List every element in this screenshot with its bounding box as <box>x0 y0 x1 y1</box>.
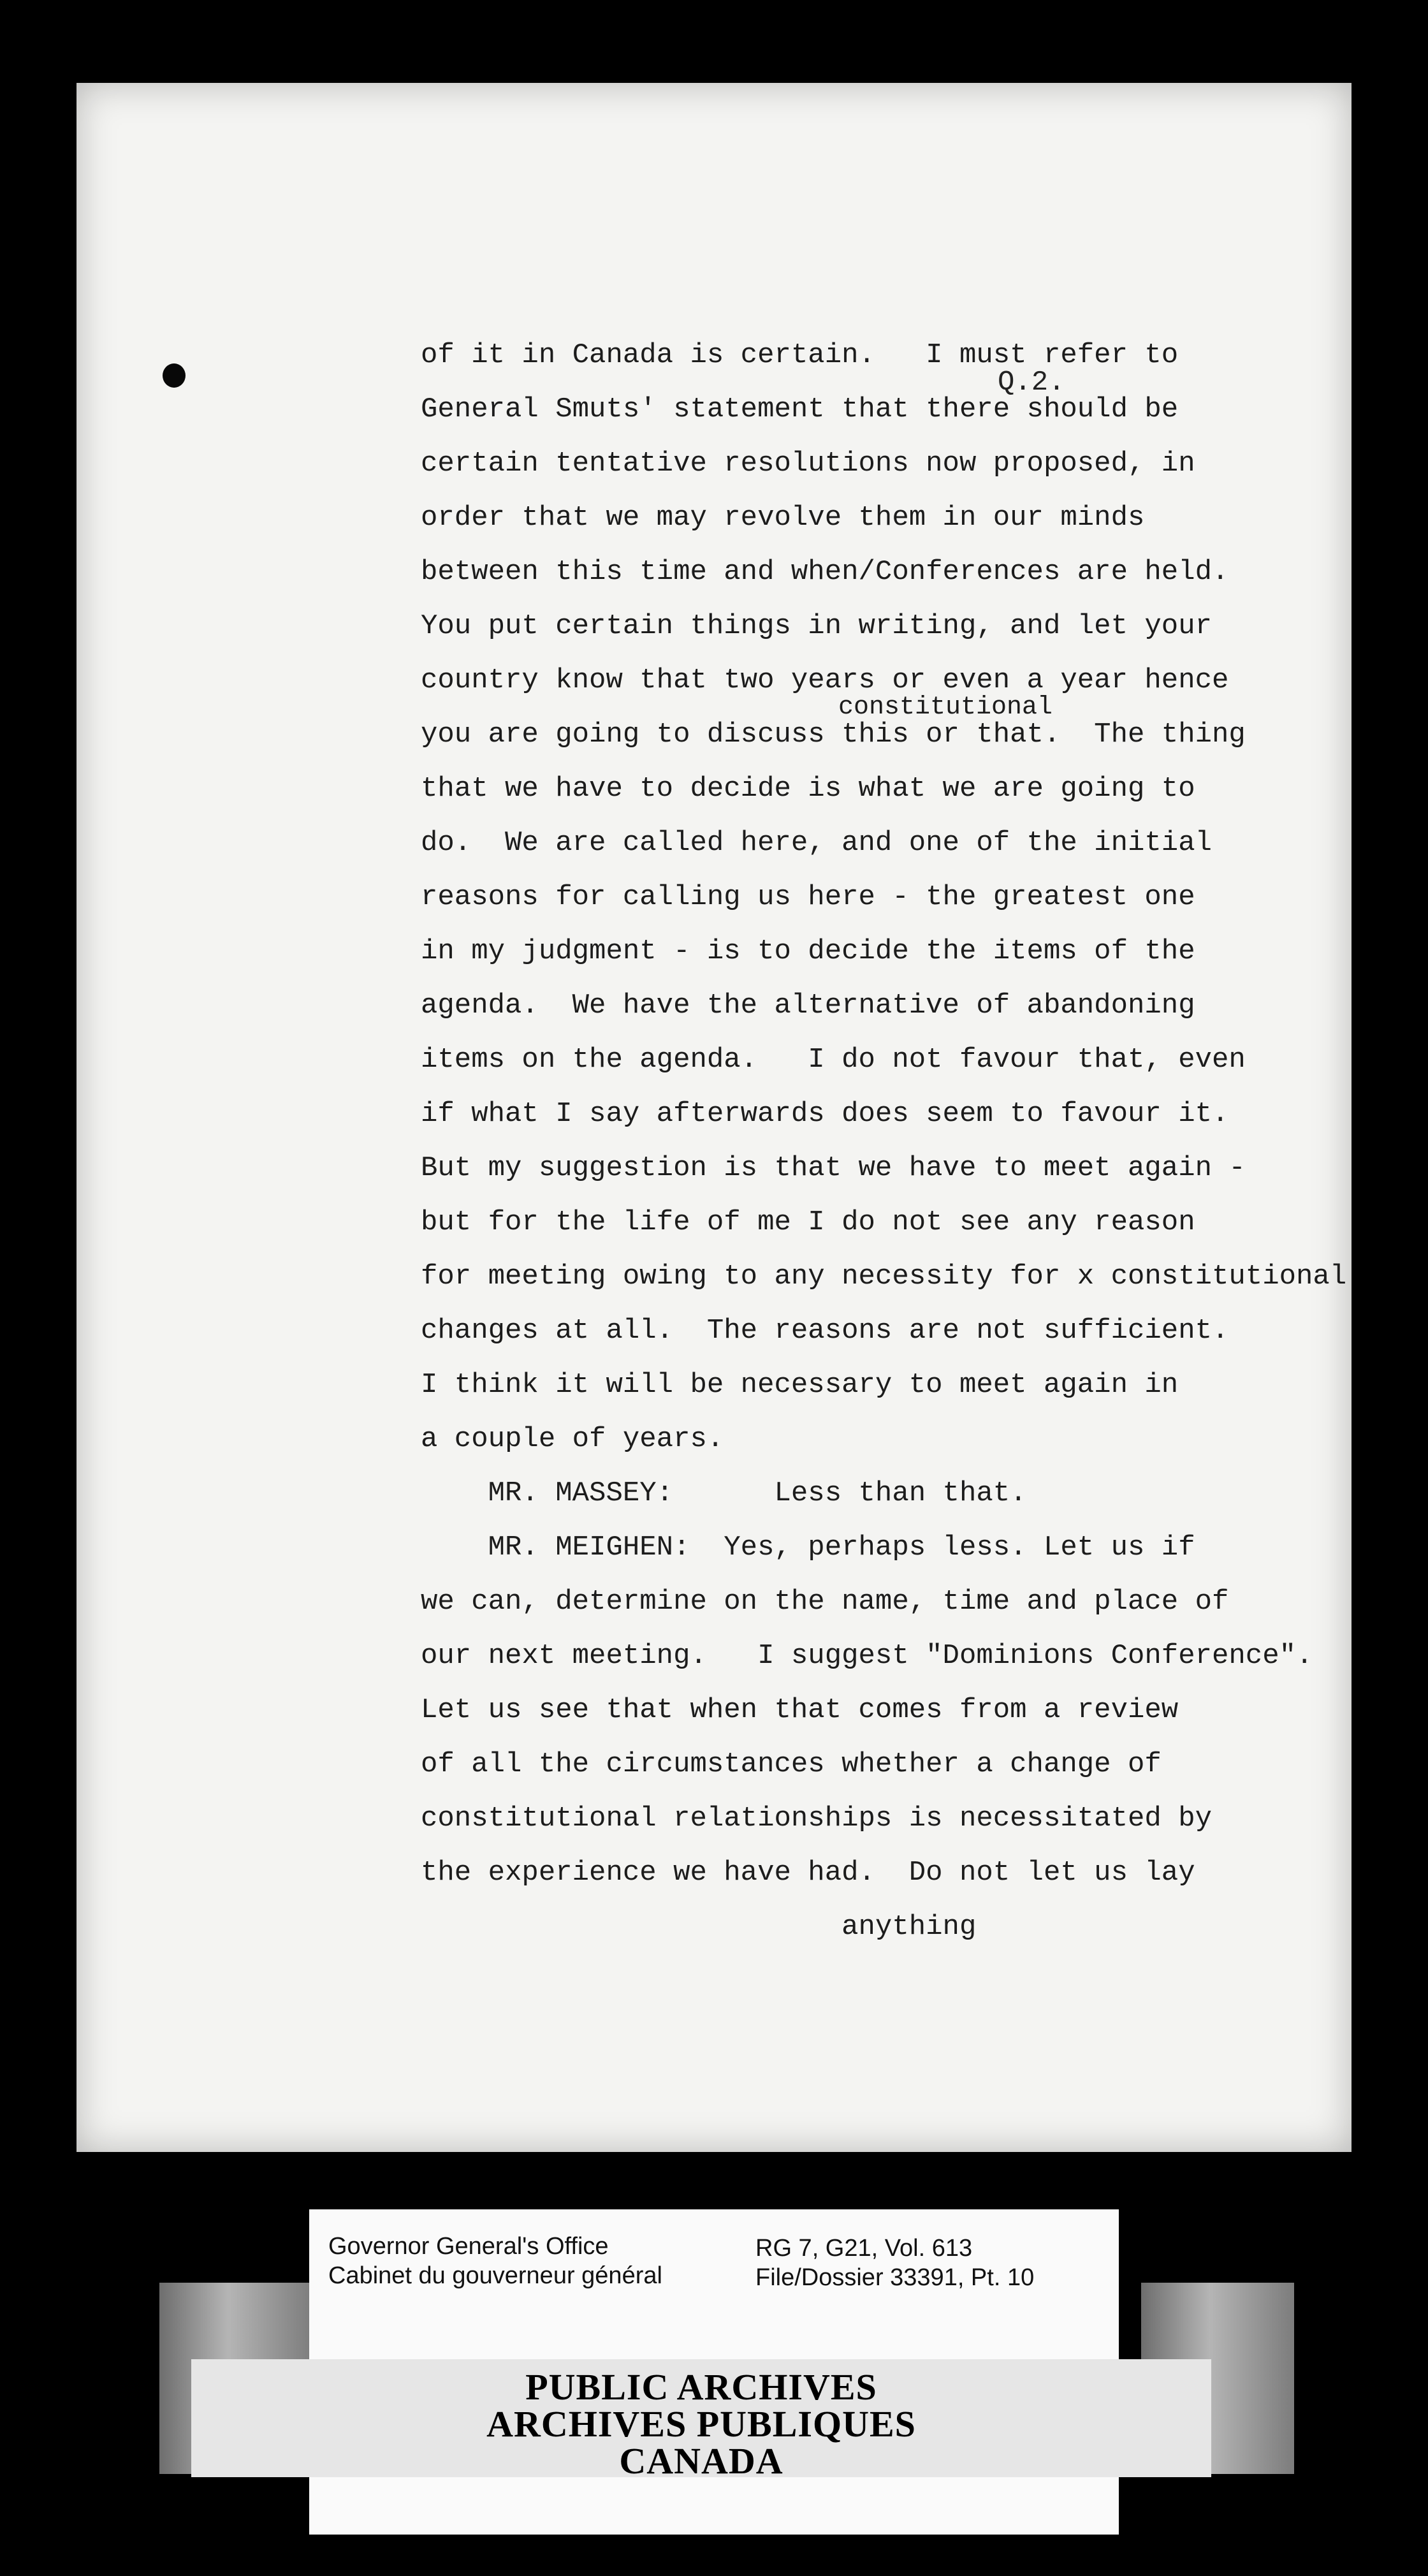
office-fr: Cabinet du gouverneur général <box>328 2262 662 2289</box>
text-line: But my suggestion is that we have to meet again - <box>421 1152 1246 1184</box>
archives-stamp <box>191 2366 1211 2482</box>
text-line: MR. MASSEY: Less than that. <box>421 1477 1027 1509</box>
text-line: General Smuts' statement that there should be <box>421 393 1179 425</box>
text-line: do. We are called here, and one of the initial <box>421 827 1213 859</box>
text-line: between this time and when/Conferences are held. <box>421 556 1229 588</box>
text-line: but for the life of me I do not see any reason <box>421 1206 1195 1238</box>
text-line: our next meeting. I suggest "Dominions Conference". <box>421 1640 1313 1672</box>
stamp-line-2: ARCHIVES PUBLIQUES <box>486 2403 916 2445</box>
document-page <box>76 83 1352 2152</box>
text-line: items on the agenda. I do not favour that, even <box>421 1044 1246 1076</box>
text-line: we can, determine on the name, time and place of <box>421 1586 1229 1618</box>
text-line: agenda. We have the alternative of abandoning <box>421 990 1195 1021</box>
text-line: you are going to discuss this or that. The thing <box>421 719 1246 750</box>
text-line: of it in Canada is certain. I must refer to <box>421 339 1179 371</box>
text-line: You put certain things in writing, and let your <box>421 610 1213 642</box>
office-label <box>328 2232 662 2290</box>
text-line: a couple of years. <box>421 1423 724 1455</box>
office-en: Governor General's Office <box>328 2233 609 2260</box>
text-line: anything <box>421 1911 977 1943</box>
text-line: Let us see that when that comes from a review <box>421 1694 1179 1726</box>
record-group: RG 7, G21, Vol. 613 <box>755 2235 973 2262</box>
text-line: constitutional relationships is necessitated by <box>421 1803 1213 1834</box>
text-line: that we have to decide is what we are going to <box>421 773 1195 805</box>
punch-hole <box>163 363 186 388</box>
interlinear-insertion: constitutional <box>838 693 1053 722</box>
text-line: if what I say afterwards does seem to favour it. <box>421 1098 1229 1130</box>
text-line: changes at all. The reasons are not sufficient. <box>421 1315 1229 1347</box>
text-line: country know that two years or even a year hence <box>421 664 1229 696</box>
text-line: reasons for calling us here - the greatest one <box>421 881 1195 913</box>
text-line: of all the circumstances whether a change of <box>421 1748 1162 1780</box>
file-reference <box>755 2234 1034 2292</box>
text-line: I think it will be necessary to meet again in <box>421 1369 1179 1401</box>
text-line: in my judgment - is to decide the items of the <box>421 935 1195 967</box>
text-line: the experience we have had. Do not let us lay <box>421 1857 1195 1889</box>
text-line: order that we may revolve them in our minds <box>421 502 1145 534</box>
page-number: Q.2. <box>998 367 1065 399</box>
text-line: certain tentative resolutions now proposed, in <box>421 448 1195 479</box>
stamp-line-3: CANADA <box>619 2440 783 2482</box>
text-line: for meeting owing to any necessity for x constitutional <box>421 1261 1347 1292</box>
text-line: MR. MEIGHEN: Yes, perhaps less. Let us if <box>421 1532 1195 1563</box>
stamp-line-1: PUBLIC ARCHIVES <box>525 2366 877 2408</box>
file-number: File/Dossier 33391, Pt. 10 <box>755 2264 1035 2291</box>
typed-text <box>421 328 1402 1954</box>
